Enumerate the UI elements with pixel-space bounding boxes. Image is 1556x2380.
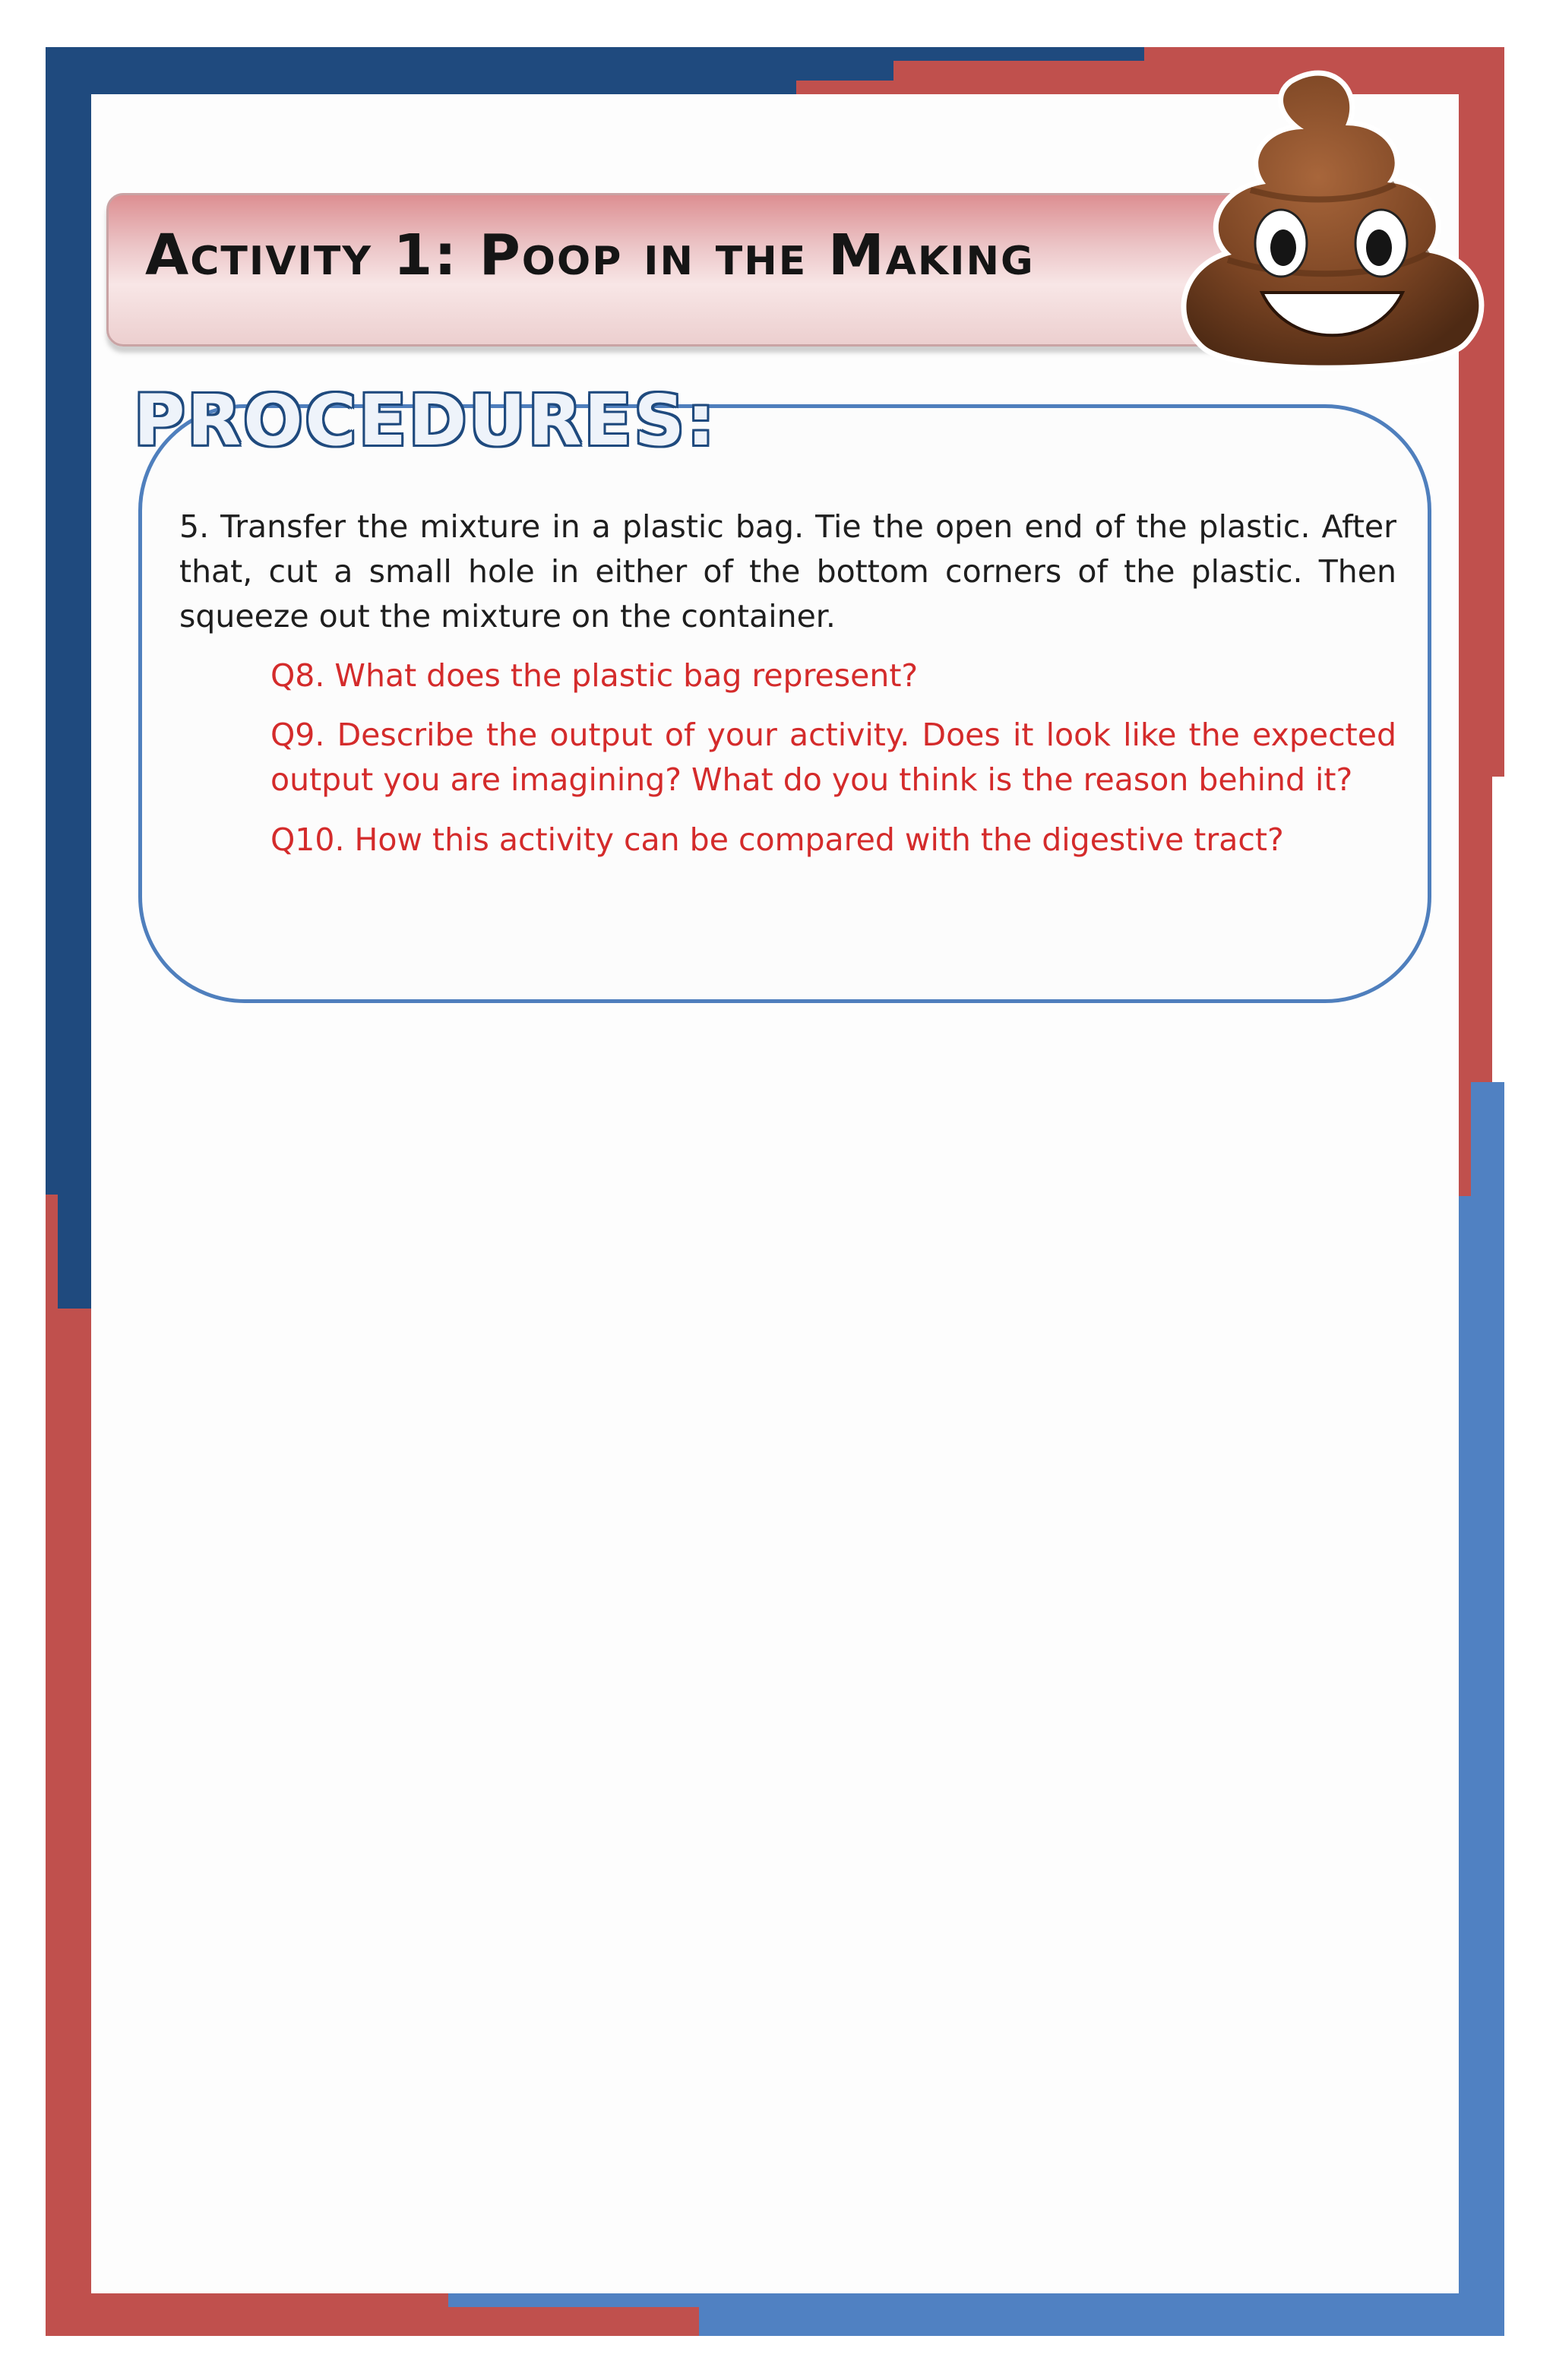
activity-banner	[106, 193, 1281, 347]
border-blue-bottom-step	[448, 2293, 699, 2307]
procedures-heading: PROCEDURES:	[134, 380, 717, 461]
border-blue-right-lower	[1459, 1196, 1504, 2336]
border-blue-bottom	[699, 2293, 1504, 2336]
border-red-left-lower	[46, 1195, 58, 1309]
procedures-box	[138, 404, 1431, 1003]
border-red-top-right-2	[893, 61, 1144, 82]
question-q8: Q8. What does the plastic bag represent?	[270, 657, 919, 694]
border-red-right-lower-2	[1459, 1082, 1471, 1196]
poop-emoji-icon	[1159, 53, 1509, 388]
border-red-left	[46, 1309, 91, 2336]
question-q10: Q10. How this activity can be compared with the digestive tract?	[270, 821, 1284, 858]
border-red-right-lower	[1459, 777, 1492, 1082]
procedure-step-5: 5. Transfer the mixture in a plastic bag. Tie the open end of the plastic. After that, cut a small hole in either of the bottom corners of the plastic. Then squeeze out the mixture on the container.	[179, 508, 1396, 635]
border-blue-right	[1471, 1082, 1504, 1196]
question-q9: Q9. Describe the output of your activity. Does it look like the expected output you are imagining? What do you think is the reason behind it?	[270, 717, 1396, 798]
border-navy-left	[46, 47, 91, 1195]
border-navy-left-step	[58, 1195, 91, 1309]
activity-title: Activity 1: Poop in the Making	[145, 223, 1035, 288]
